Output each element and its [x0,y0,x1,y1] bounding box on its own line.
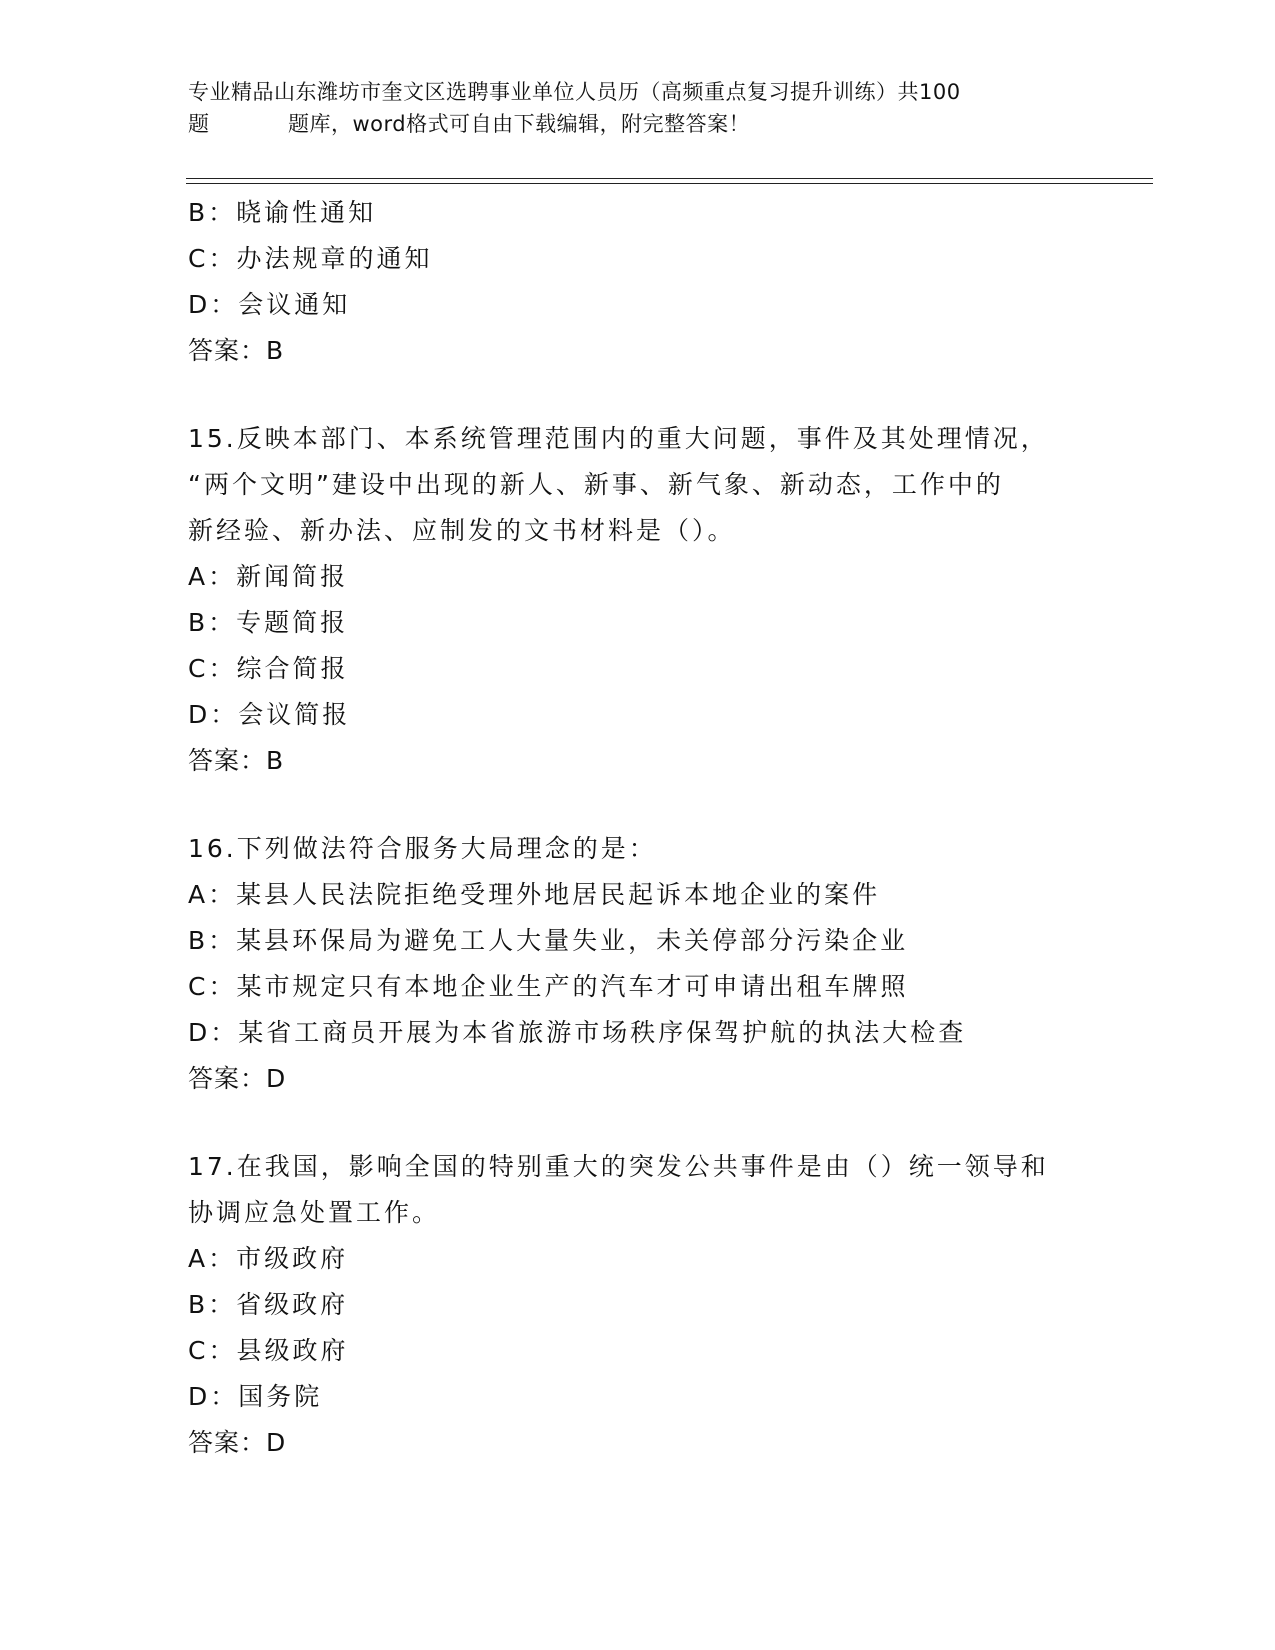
question-content [188,190,1108,1466]
question-stem: 17.在我国，影响全国的特别重大的突发公共事件是由（）统一领导和 [188,1152,1049,1181]
option-line: C：某市规定只有本地企业生产的汽车才可申请出租车牌照 [188,972,909,1001]
option-line: C：县级政府 [188,1336,349,1365]
option-line: A：市级政府 [188,1244,349,1273]
option-line: D：会议通知 [188,290,351,319]
question-stem: 协调应急处置工作。 [188,1198,441,1227]
question-block-16 [188,826,1108,1102]
answer-line: 答案：D [188,1428,287,1457]
option-line: B：专题简报 [188,608,349,637]
question-stem: 新经验、新办法、应制发的文书材料是（）。 [188,516,736,545]
header-divider-bottom [186,183,1153,184]
header-line-2-text: 题库，word格式可自由下载编辑，附完整答案！ [288,112,751,136]
answer-line: 答案：B [188,746,285,775]
header-divider-top [186,178,1153,179]
question-stem: 16.下列做法符合服务大局理念的是： [188,834,657,863]
header-line-1: 专业精品山东潍坊市奎文区选聘事业单位人员历（高频重点复习提升训练）共100 [188,80,961,104]
option-line: D：国务院 [188,1382,323,1411]
header-line-2-lead: 题 [188,112,210,136]
option-line: B：晓谕性通知 [188,198,377,227]
question-stem: 15.反映本部门、本系统管理范围内的重大问题，事件及其处理情况， [188,424,1049,453]
option-line: C：综合简报 [188,654,349,683]
option-line: A：新闻简报 [188,562,349,591]
question-block-15 [188,416,1108,784]
option-line: B：某县环保局为避免工人大量失业，未关停部分污染企业 [188,926,909,955]
answer-line: 答案：B [188,336,285,365]
question-stem: “两个文明”建设中出现的新人、新事、新气象、新动态，工作中的 [188,470,1004,499]
option-line: D：某省工商员开展为本省旅游市场秩序保驾护航的执法大检查 [188,1018,967,1047]
option-line: A：某县人民法院拒绝受理外地居民起诉本地企业的案件 [188,880,881,909]
page-header [188,76,1088,140]
option-line: C：办法规章的通知 [188,244,433,273]
answer-line: 答案：D [188,1064,287,1093]
header-line-2 [188,108,1088,140]
option-line: D：会议简报 [188,700,351,729]
prev-question-block [188,190,1108,374]
option-line: B：省级政府 [188,1290,349,1319]
question-block-17 [188,1144,1108,1466]
